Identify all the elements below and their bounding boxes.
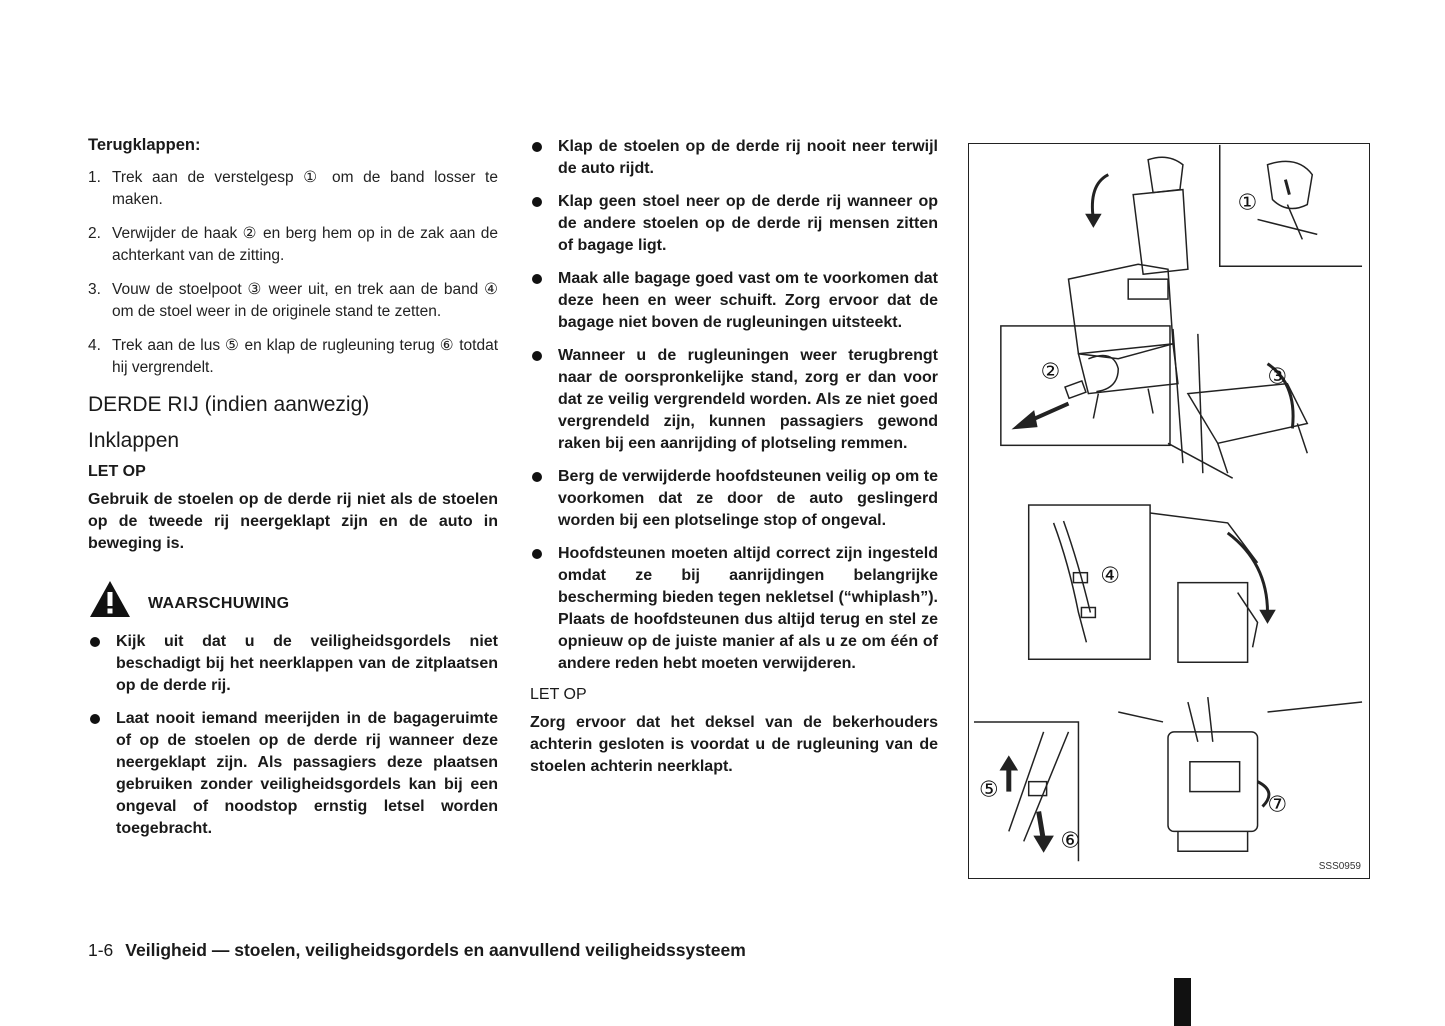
bullet-icon — [532, 142, 542, 152]
list-item: Klap geen stoel neer op de derde rij wanneer op de andere stoelen op de derde rij mensen zitten of bagage ligt. — [530, 191, 938, 257]
bullet-icon — [532, 472, 542, 482]
callout-5: ⑤ — [978, 777, 999, 803]
caution-label-2: LET OP — [530, 686, 587, 703]
fold-back-heading: Terugklappen: — [88, 136, 201, 154]
warning-list — [88, 631, 498, 840]
fold-back-steps — [88, 167, 498, 379]
sub-title: Inklappen — [88, 429, 180, 452]
list-item: Laat nooit iemand meerijden in de bagageruimte of op de stoelen op de derde rij wanneer deze neergeklapt zijn. Als passagiers deze plaatsen gebruiken zonder veiligheidsgordels kan bij een ongeval of noodstop ernstig letsel worden toegebracht. — [88, 708, 498, 840]
callout-3: ③ — [1267, 364, 1288, 390]
bullet-icon — [532, 549, 542, 559]
list-item: Hoofdsteunen moeten altijd correct zijn ingesteld omdat ze bij aanrijdingen belangrijke bescherming bieden tegen nekletsel (“whiplash”). Plaats de hoofdsteunen dus altijd terug en stel ze opnieuw op de juiste manier af als u ze om één of andere reden hebt moeten verwijderen. — [530, 543, 938, 675]
step-item: 4. Trek aan de lus ⑤ en klap de rugleuning terug ⑥ totdat hij vergrendelt. — [88, 337, 498, 376]
bullet-icon — [90, 637, 100, 647]
page-number: 1-6 — [88, 940, 114, 960]
callout-7: ⑦ — [1267, 792, 1288, 818]
warning-list-continued — [530, 136, 938, 675]
list-item: Kijk uit dat u de veiligheidsgordels niet beschadigt bij het neerklappen van de zitplaatsen op de derde rij. — [88, 631, 498, 697]
list-item: Wanneer u de rugleuningen weer terugbrengt naar de oorspronkelijke stand, zorg er dan voor dat ze veilig vergrendeld worden. Als ze niet goed vergrendeld zijn, kunnen passagiers gewond raken bij een aanrijding of plotseling remmen. — [530, 345, 938, 455]
figure-code: SSS0959 — [1318, 861, 1361, 872]
bullet-icon — [532, 197, 542, 207]
left-column — [88, 136, 498, 851]
callout-1: ① — [1237, 190, 1258, 216]
bullet-icon — [90, 714, 100, 724]
callout-2: ② — [1040, 359, 1061, 385]
warning-header — [88, 577, 498, 621]
list-item: Berg de verwijderde hoofdsteunen veilig op om te voorkomen dat ze door de auto geslingerd worden bij een plotselinge stop of ongeval. — [530, 466, 938, 532]
step-item: 1. Trek aan de verstelgesp ① om de band losser te maken. — [88, 169, 498, 208]
middle-column — [530, 136, 938, 788]
list-item: Klap de stoelen op de derde rij nooit neer terwijl de auto rijdt. — [530, 136, 938, 180]
warning-triangle-icon — [88, 579, 132, 619]
warning-label: WAARSCHUWING — [148, 595, 290, 612]
seat-diagram — [969, 144, 1369, 878]
caution-text-2: Zorg ervoor dat het deksel van de bekerhouders achterin gesloten is voordat u de rugleuning van de stoelen achterin neerklapt. — [530, 714, 938, 775]
seat-illustration — [968, 143, 1370, 879]
caution-label: LET OP — [88, 463, 146, 480]
section-tab-marker — [1174, 978, 1191, 1026]
step-item: 3. Vouw de stoelpoot ③ weer uit, en trek aan de band ④ om de stoel weer in de originele stand te zetten. — [88, 281, 498, 320]
section-title: DERDE RIJ (indien aanwezig) — [88, 393, 370, 416]
caution-text: Gebruik de stoelen op de derde rij niet als de stoelen op de tweede rij neergeklapt zijn en de auto in beweging is. — [88, 491, 498, 552]
bullet-icon — [532, 351, 542, 361]
callout-6: ⑥ — [1060, 828, 1081, 854]
list-item: Maak alle bagage goed vast om te voorkomen dat deze heen en weer schuift. Zorg ervoor dat de bagage niet boven de rugleuningen uitsteekt. — [530, 268, 938, 334]
bullet-icon — [532, 274, 542, 284]
callout-4: ④ — [1100, 563, 1120, 589]
page-footer — [88, 940, 746, 961]
footer-title: Veiligheid — stoelen, veiligheidsgordels en aanvullend veiligheidssysteem — [125, 940, 746, 960]
step-item: 2. Verwijder de haak ② en berg hem op in de zak aan de achterkant van de zitting. — [88, 225, 498, 264]
